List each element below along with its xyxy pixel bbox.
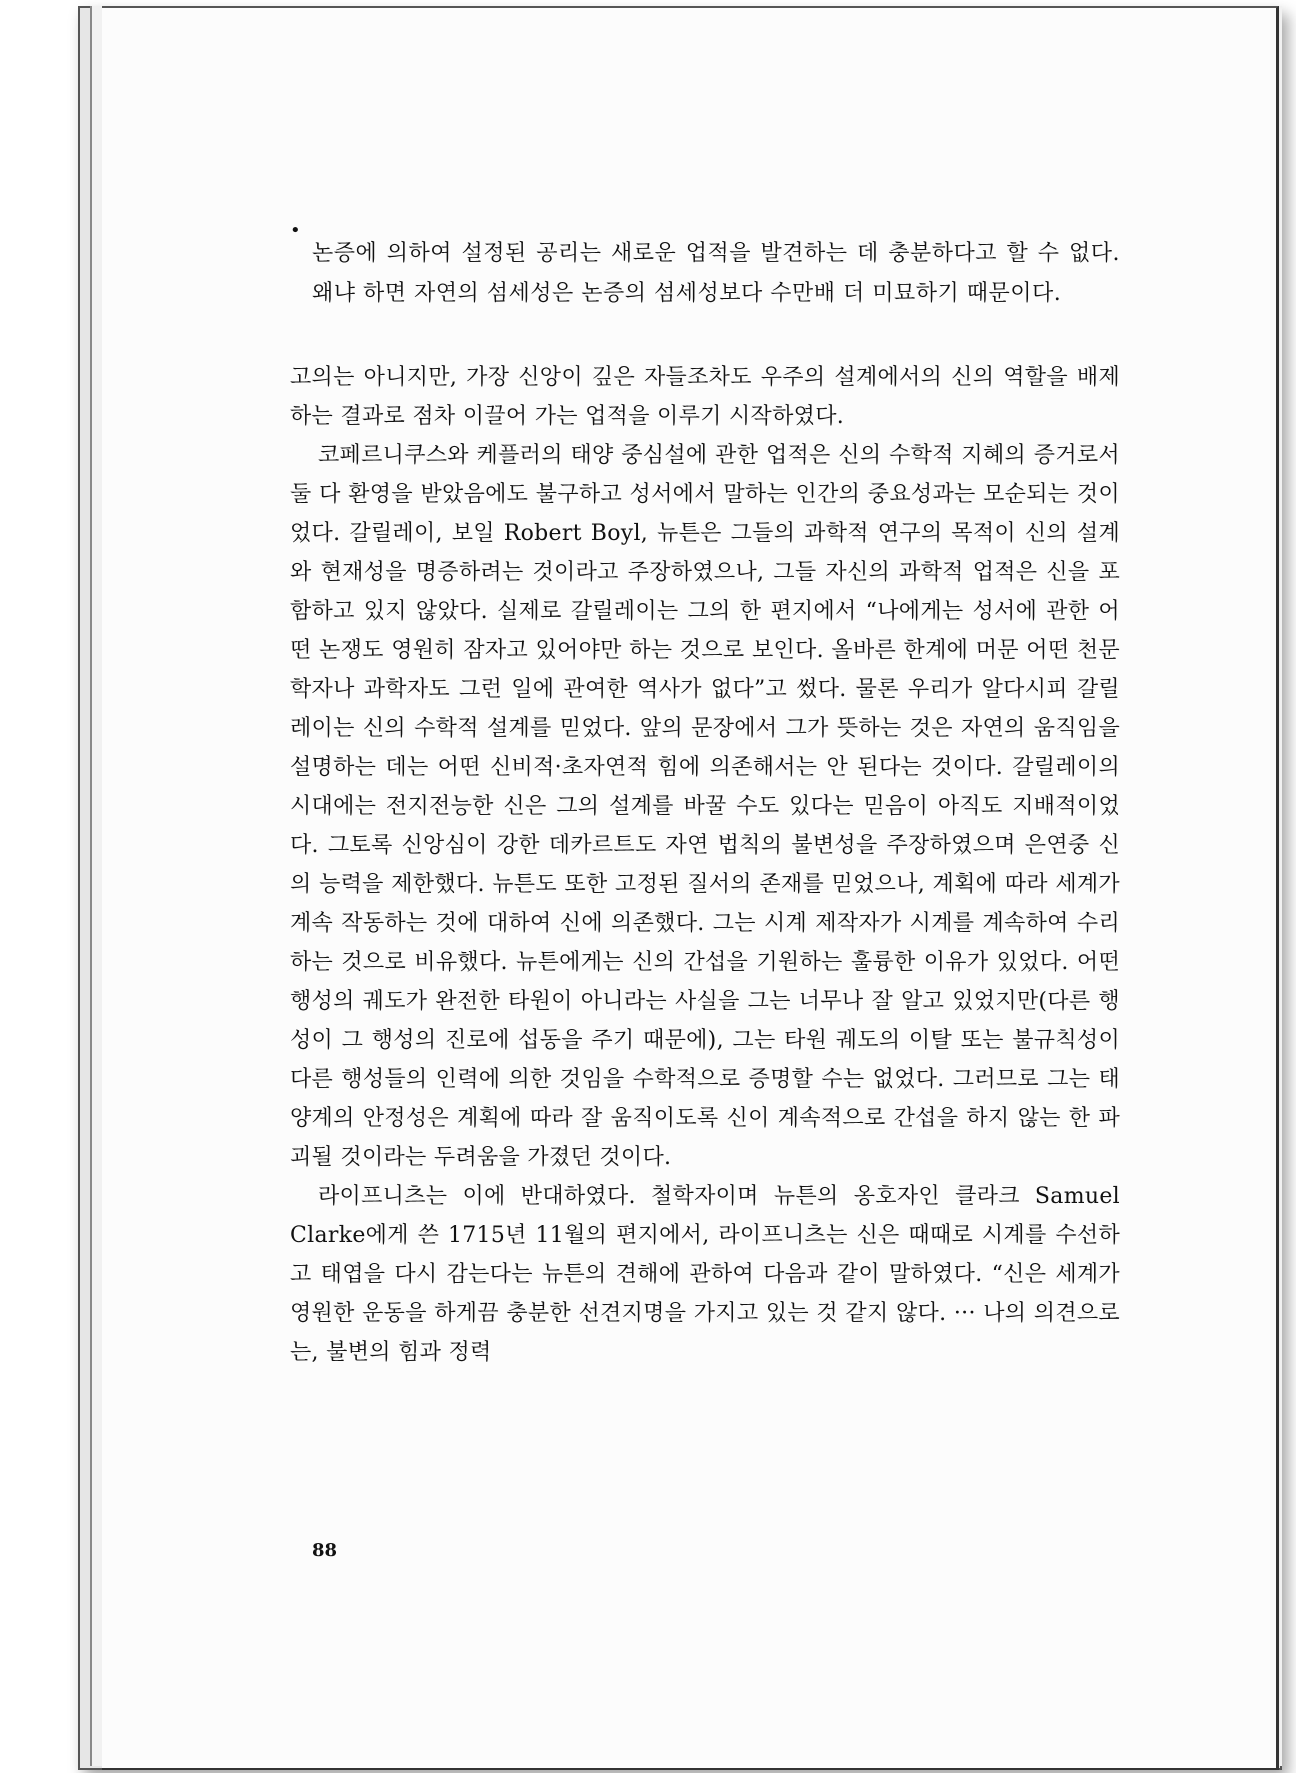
quote-marker: • (290, 220, 301, 241)
page-number: 88 (312, 1540, 338, 1561)
paragraph-3: 라이프니츠는 이에 반대하였다. 철학자이며 뉴튼의 옹호자인 클라크 Samuel Clarke에게 쓴 1715년 11월의 편지에서, 라이프니츠는 신은 때때로 시계를 수선하고 태엽을 다시 감는다는 뉴튼의 견해에 관하여 다음과 같이 말하였다. “신은 세계가 영원한 운동을 하게끔 충분한 선견지명을 가지고 있는 것 같지 않다. ··· 나의 의견으로는, 불변의 힘과 정력 (290, 1184, 1120, 1365)
block-quote: 논증에 의하여 설정된 공리는 새로운 업적을 발견하는 데 충분하다고 할 수 없다. 왜냐 하면 자연의 섬세성은 논증의 섬세성보다 수만배 더 미묘하기 때문이다. (312, 241, 1120, 306)
paragraph-1: 고의는 아니지만, 가장 신앙이 깊은 자들조차도 우주의 설계에서의 신의 역할을 배제하는 결과로 점차 이끌어 가는 업적을 이루기 시작하였다. (290, 365, 1120, 429)
body-text (290, 358, 1120, 1372)
paragraph-2: 코페르니쿠스와 케플러의 태양 중심설에 관한 업적은 신의 수학적 지혜의 증거로서 둘 다 환영을 받았음에도 불구하고 성서에서 말하는 인간의 중요성과는 모순되는 것이었다. 갈릴레이, 보일 Robert Boyl, 뉴튼은 그들의 과학적 연구의 목적이 신의 설계와 현재성을 명증하려는 것이라고 주장하였으나, 그들 자신의 과학적 업적은 신을 포함하고 있지 않았다. 실제로 갈릴레이는 그의 한 편지에서 “나에게는 성서에 관한 어떤 논쟁도 영원히 잠자고 있어야만 하는 것으로 보인다. 올바른 한계에 머문 어떤 천문학자나 과학자도 그런 일에 관여한 역사가 없다”고 썼다. 물론 우리가 알다시피 갈릴레이는 신의 수학적 설계를 믿었다. 앞의 문장에서 그가 뜻하는 것은 자연의 움직임을 설명하는 데는 어떤 신비적·초자연적 힘에 의존해서는 안 된다는 것이다. 갈릴레이의 시대에는 전지전능한 신은 그의 설계를 바꿀 수도 있다는 믿음이 아직도 지배적이었다. 그토록 신앙심이 강한 데카르트도 자연 법칙의 불변성을 주장하였으며 은연중 신의 능력을 제한했다. 뉴튼도 또한 고정된 질서의 존재를 믿었으나, 계획에 따라 세계가 계속 작동하는 것에 대하여 신에 의존했다. 그는 시계 제작자가 시계를 계속하여 수리하는 것으로 비유했다. 뉴튼에게는 신의 간섭을 기원하는 훌륭한 이유가 있었다. 어떤 행성의 궤도가 완전한 타원이 아니라는 사실을 그는 너무나 잘 알고 있었지만(다른 행성이 그 행성의 진로에 섭동을 주기 때문에), 그는 타원 궤도의 이탈 또는 불규칙성이 다른 행성들의 인력에 의한 것임을 수학적으로 증명할 수는 없었다. 그러므로 그는 태양계의 안정성은 계획에 따라 잘 움직이도록 신이 계속적으로 간섭을 하지 않는 한 파괴될 것이라는 두려움을 가졌던 것이다. (290, 443, 1120, 1170)
